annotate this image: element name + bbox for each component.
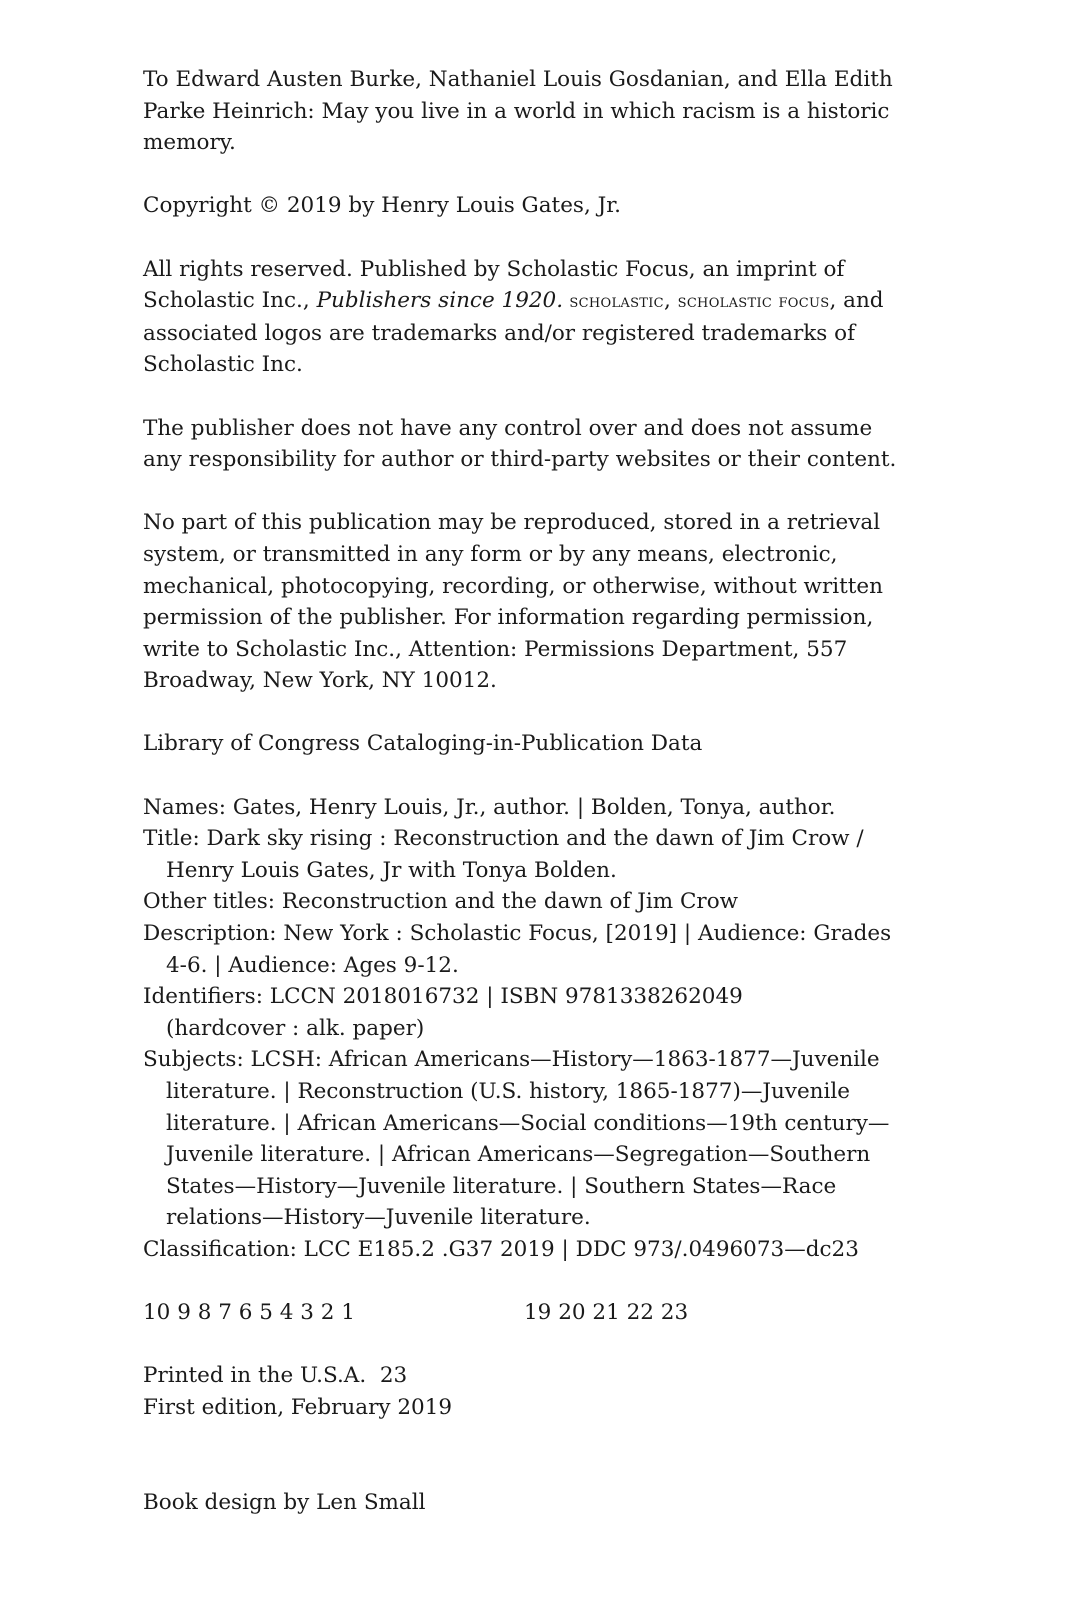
year-numbers: 19 20 21 22 23 <box>524 1300 689 1326</box>
dedication-line: memory. <box>143 130 236 156</box>
rights-line: associated logos are trademarks and/or registered trademarks of <box>143 320 856 346</box>
reproduction-line: No part of this publication may be reproduced, stored in a retrieval <box>143 510 881 536</box>
rights-statement <box>143 254 967 381</box>
reproduction-line: Broadway, New York, NY 10012. <box>143 668 497 694</box>
edition: First edition, February 2019 <box>143 1394 453 1420</box>
cip-subjects-continued: Juvenile literature. | African Americans—Segregation—Southern <box>166 1142 871 1168</box>
dedication-line: To Edward Austen Burke, Nathaniel Louis Gosdanian, and Ella Edith <box>143 67 893 92</box>
disclaimer-line: The publisher does not have any control over and does not assume <box>143 415 873 441</box>
rights-line: Scholastic Inc. <box>143 352 303 378</box>
rights-line: All rights reserved. Published by Scholastic Focus, an imprint of <box>143 256 845 282</box>
printing-line <box>143 1297 967 1329</box>
copyright-notice: Copyright © 2019 by Henry Louis Gates, Jr. <box>143 193 621 219</box>
cip-title-continued: Henry Louis Gates, Jr with Tonya Bolden. <box>166 857 617 883</box>
cip-heading: Library of Congress Cataloging-in-Publication Data <box>143 731 703 757</box>
reproduction-line: write to Scholastic Inc., Attention: Permissions Department, 557 <box>143 636 848 662</box>
cip-subjects-continued: States—History—Juvenile literature. | Southern States—Race <box>166 1173 837 1199</box>
cip-data <box>143 792 967 1266</box>
cip-description-continued: 4-6. | Audience: Ages 9-12. <box>166 952 459 978</box>
disclaimer <box>143 413 967 476</box>
cip-subjects: Subjects: LCSH: African Americans—History—1863-1877—Juvenile <box>143 1047 880 1073</box>
dedication-line: Parke Heinrich: May you live in a world in which racism is a historic <box>143 98 890 124</box>
spacer <box>143 1455 967 1487</box>
rights-text: , and <box>829 288 884 314</box>
cip-description: Description: New York : Scholastic Focus, [2019] | Audience: Grades <box>143 921 892 947</box>
cip-subjects-continued: literature. | African Americans—Social conditions—19th century— <box>166 1110 890 1136</box>
book-design-credit: Book design by Len Small <box>143 1489 426 1515</box>
cip-identifiers-continued: (hardcover : alk. paper) <box>166 1015 425 1041</box>
cip-classification: Classification: LCC E185.2 .G37 2019 | DDC 973/.0496073—dc23 <box>143 1236 859 1262</box>
reproduction-line: permission of the publisher. For information regarding permission, <box>143 605 874 631</box>
rights-text: Scholastic Inc., <box>143 288 317 314</box>
printing-numbers: 10 9 8 7 6 5 4 3 2 1 <box>143 1300 355 1326</box>
cip-subjects-continued: literature. | Reconstruction (U.S. history, 1865-1877)—Juvenile <box>166 1079 850 1104</box>
reproduction-line: system, or transmitted in any form or by any means, electronic, <box>143 541 838 567</box>
cip-other-titles: Other titles: Reconstruction and the dawn of Jim Crow <box>143 889 739 915</box>
rights-separator: , <box>663 288 678 314</box>
cip-names: Names: Gates, Henry Louis, Jr., author. | Bolden, Tonya, author. <box>143 794 836 820</box>
cip-identifiers: Identifiers: LCCN 2018016732 | ISBN 9781338262049 <box>143 984 743 1010</box>
cip-title: Title: Dark sky rising : Reconstruction and the dawn of Jim Crow / <box>143 826 864 852</box>
trademark-scholastic-focus: scholastic focus <box>677 290 830 313</box>
dedication <box>143 64 967 159</box>
publishers-since: Publishers since 1920. <box>316 288 564 314</box>
trademark-scholastic: scholastic <box>563 290 664 313</box>
printed-in: Printed in the U.S.A. 23 <box>143 1363 408 1389</box>
reproduction-notice <box>143 507 967 697</box>
rights-line <box>143 285 967 318</box>
reproduction-line: mechanical, photocopying, recording, or otherwise, without written <box>143 573 883 599</box>
disclaimer-line: any responsibility for author or third-party websites or their content. <box>143 447 897 473</box>
printing-info <box>143 1360 967 1423</box>
cip-subjects-continued: relations—History—Juvenile literature. <box>166 1205 591 1231</box>
